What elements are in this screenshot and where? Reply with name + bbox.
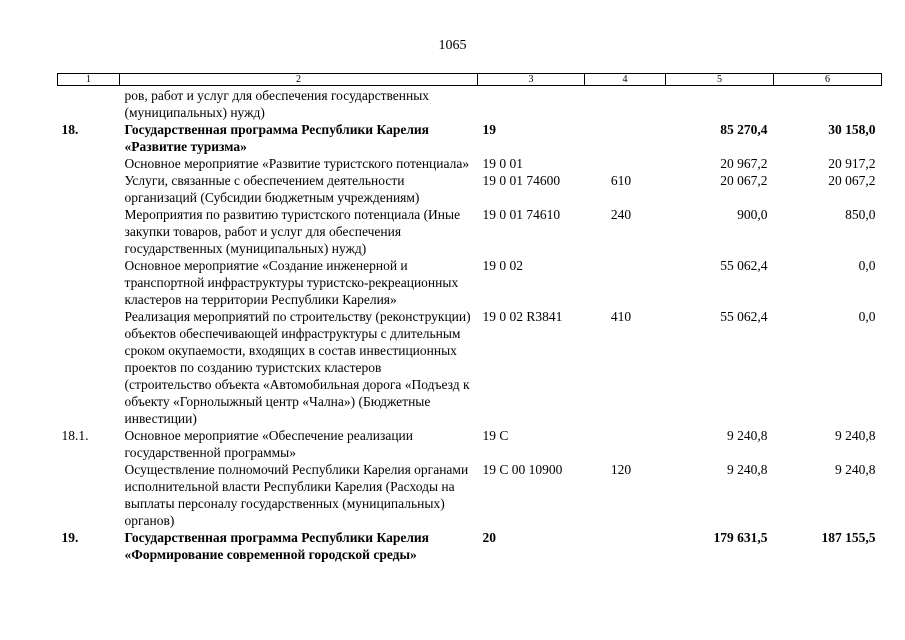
row-expense-type: 240 [610,207,632,222]
row-number: 18. [61,122,79,137]
row-code: 19 0 02 R3841 [482,309,563,324]
row-number: 19. [61,530,79,545]
row-code: 19 0 02 [482,258,523,273]
row-amount-2: 850,0 [845,207,876,222]
row-expense-type [585,529,666,563]
row-number [58,257,120,308]
table-row [58,529,882,563]
row-amount-2: 187 155,5 [821,530,876,545]
row-expense-type [585,155,666,172]
budget-table [57,73,882,563]
table-row [58,172,882,206]
row-amount-1 [666,86,774,122]
row-amount-1: 9 240,8 [727,462,768,477]
row-number [58,461,120,529]
column-number-header [58,74,882,86]
row-amount-1: 20 967,2 [720,156,768,171]
page-number: 1065 [438,38,467,53]
row-name: Реализация мероприятий по строительству (реконструкции) объектов обеспечивающей инфраструктуры с длительным сроком окупаемости, входящих в состав инвестиционных проектов по созданию туристских кластеров (строительство объекта «Автомобильная дорога «Подъезд к объекту «Горнолыжный центр «Чална») (Бюджетные инвестиции) [124,309,471,426]
column-header: 1 [58,74,120,86]
row-code: 19 0 01 74610 [482,207,561,222]
row-name: Услуги, связанные с обеспечением деятельности организаций (Субсидии бюджетным учреждениям) [124,173,420,205]
column-header: 4 [585,74,666,86]
table-row [58,206,882,257]
row-name: Основное мероприятие «Создание инженерной и транспортной инфраструктуры туристско-рекреационных кластеров на территории Республики Карелия» [124,258,459,307]
row-code: 19 [482,122,496,137]
row-code: 19 С [482,428,509,443]
row-amount-2: 20 917,2 [828,156,876,171]
row-amount-2: 30 158,0 [828,122,876,137]
table-row [58,427,882,461]
row-name: Основное мероприятие «Развитие туристского потенциала» [124,156,470,171]
row-code: 20 [482,530,496,545]
row-number [58,206,120,257]
row-expense-type: 120 [610,462,632,477]
table-row [58,86,882,122]
table-row [58,155,882,172]
row-number [58,172,120,206]
row-amount-1: 20 067,2 [720,173,768,188]
row-amount-2: 9 240,8 [835,462,876,477]
row-amount-2: 0,0 [858,258,876,273]
row-name: Государственная программа Республики Карелия «Развитие туризма» [124,122,429,154]
column-header: 3 [478,74,585,86]
row-name: Осуществление полномочий Республики Карелия органами исполнительной власти Республики Карелия (Расходы на выплаты персоналу государственных (муниципальных) органов) [124,462,469,528]
column-header: 2 [120,74,478,86]
column-header: 5 [666,74,774,86]
row-expense-type [585,427,666,461]
row-amount-1: 85 270,4 [720,122,768,137]
row-code: 19 С 00 10900 [482,462,563,477]
row-expense-type: 410 [610,309,632,324]
row-name: Мероприятия по развитию туристского потенциала (Иные закупки товаров, работ и услуг для обеспечения государственных (муниципальных) нужд) [124,207,461,256]
row-number [58,86,120,122]
row-amount-1: 900,0 [737,207,768,222]
table-row [58,461,882,529]
row-amount-1: 55 062,4 [720,258,768,273]
row-amount-1: 9 240,8 [727,428,768,443]
row-expense-type: 610 [610,173,632,188]
row-code: 19 0 01 [482,156,523,171]
row-number [58,155,120,172]
row-number: 18.1. [61,428,89,443]
row-expense-type [585,86,666,122]
table-row [58,308,882,427]
row-expense-type [585,121,666,155]
row-amount-2 [774,86,882,122]
table-row [58,257,882,308]
row-number [58,308,120,427]
table-row [58,121,882,155]
row-expense-type [585,257,666,308]
row-amount-2: 9 240,8 [835,428,876,443]
row-amount-2: 0,0 [858,309,876,324]
row-amount-1: 179 631,5 [713,530,768,545]
row-code: 19 0 01 74600 [482,173,561,188]
row-name: Государственная программа Республики Карелия «Формирование современной городской среды» [124,530,429,562]
column-header: 6 [774,74,882,86]
row-name: ров, работ и услуг для обеспечения государственных (муниципальных) нужд) [124,88,430,120]
row-code [478,86,585,122]
row-amount-2: 20 067,2 [828,173,876,188]
row-amount-1: 55 062,4 [720,309,768,324]
row-name: Основное мероприятие «Обеспечение реализации государственной программы» [124,428,413,460]
